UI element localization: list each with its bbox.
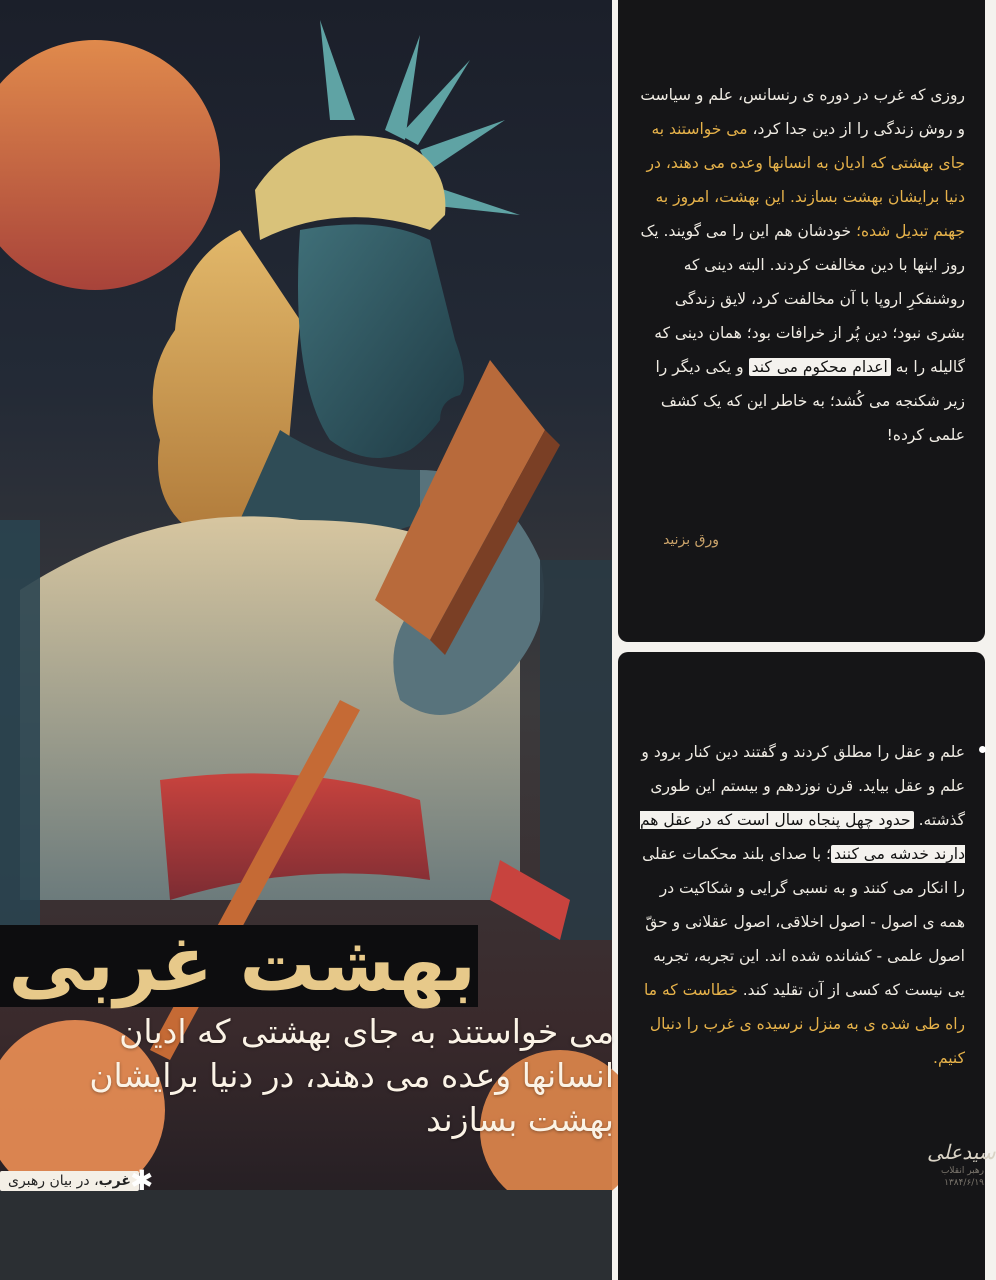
card2-text-highlight: حدود چهل پنجاه سال است که در عقل هم دارند خدشه می کنند bbox=[639, 811, 965, 863]
signature: سیدعلی bbox=[927, 1140, 996, 1164]
card2-text-plain-1: علم و عقل را مطلق کردند و گفتند دین کنار برود و علم و عقل بیاید. قرن نوزدهم و بیستم این طوری گذشته. bbox=[641, 743, 965, 829]
source-bold: غرب bbox=[98, 1173, 131, 1189]
swipe-hint: ورق بزنید bbox=[663, 532, 719, 548]
source-chip bbox=[0, 1171, 139, 1191]
signature-meta: رهبر انقلاب ۱۳۸۴/۶/۱۹ bbox=[940, 1166, 984, 1188]
bullet-dot-icon bbox=[979, 746, 986, 753]
card1-text-plain-3: و یکی دیگر را زیر شکنجه می کُشد؛ به خاطر این که یک کشف علمی کرده! bbox=[655, 358, 965, 444]
poster-title: بهشت غربی bbox=[8, 919, 476, 1008]
crown-band bbox=[255, 136, 445, 240]
card2-text-plain-2: ؛ با صدای بلند محکمات عقلی را انکار می کنند و به نسبی گرایی و شکاکیت در همه ی اصول - اصول اخلاقی، اصول عقلانی و حقّ اصول علمی - کشانده شده اند. این تجربه، تجربه یی نیست که کسی از آن تقلید کند. bbox=[642, 845, 965, 999]
poster-source bbox=[0, 1168, 139, 1194]
star-icon: ✱ bbox=[130, 1164, 154, 1197]
card1-text-gold: می خواستند به جای بهشتی که ادیان به انسانها وعده می دهند، در دنیا برایشان بهشت بسازند. این بهشت، امروز به جهنم تبدیل شده؛ bbox=[646, 120, 965, 240]
face-shape bbox=[298, 224, 464, 458]
card1-text-plain-2: خودشان هم این را می گویند. یک روز اینها با دین مخالفت کردند. البته دینی که روشنفکرِ اروپا با آن مخالفت کرد، لایق زندگی بشری نبود؛ دین پُر از خرافات بود؛ همان دینی که گالیله را به bbox=[640, 222, 965, 376]
card1-text-highlight: اعدام محکوم می کند bbox=[749, 358, 891, 376]
sun-shape bbox=[0, 40, 220, 290]
poster-subtitle: می خواستند به جای بهشتی که ادیان انسانها وعده می دهند، در دنیا برایشان بهشت بسازند bbox=[89, 1012, 614, 1139]
source-rest: ، در بیان رهبری bbox=[8, 1173, 99, 1189]
card2-text bbox=[635, 735, 965, 1075]
card2-text-gold: خطاست که ما راه طی شده ی به منزل نرسیده ی غرب را دنبال کنیم. bbox=[644, 981, 965, 1067]
card1-text-plain-1: روزی که غرب در دوره ی رنسانس، علم و سیاست و روش زندگی را از دین جدا کرد، bbox=[640, 86, 965, 138]
card1-text bbox=[635, 78, 965, 452]
